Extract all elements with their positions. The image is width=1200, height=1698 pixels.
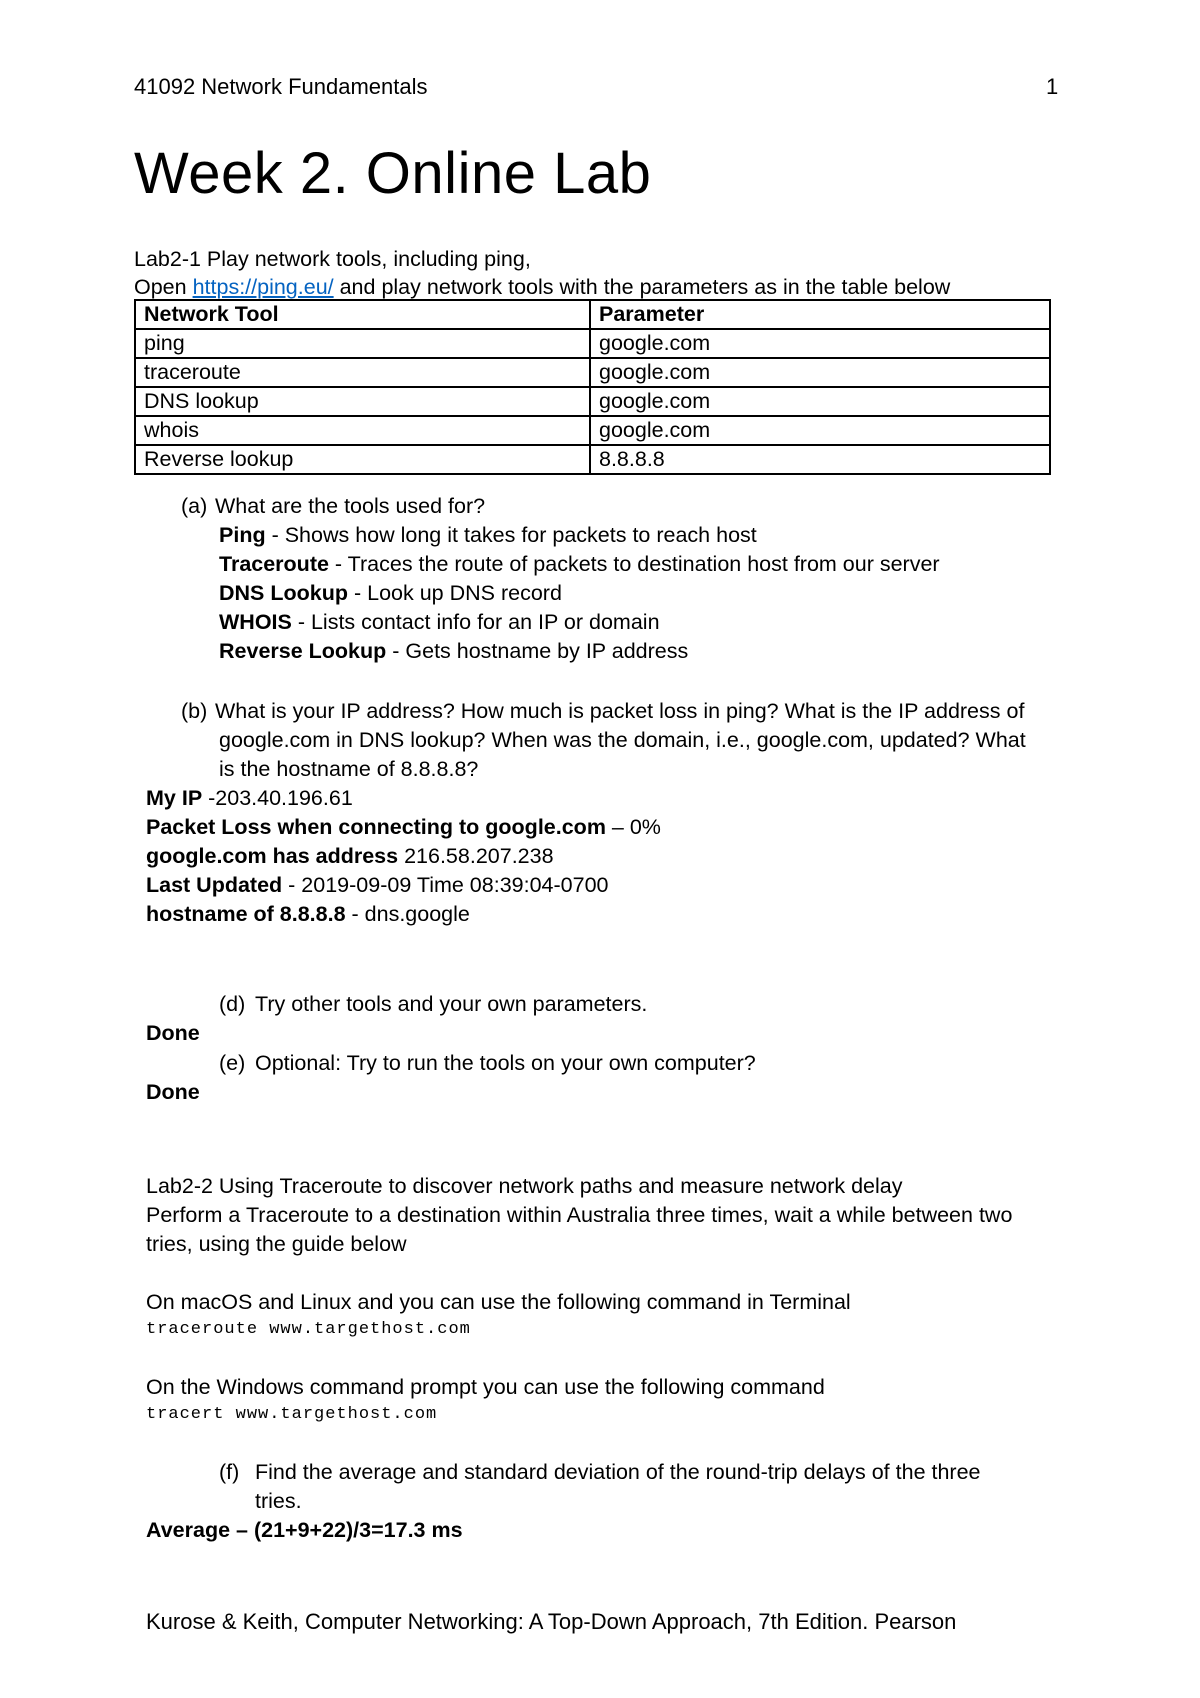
answer-line [219, 608, 660, 636]
answer-term: WHOIS [219, 610, 292, 634]
answer-term: Reverse Lookup [219, 639, 387, 663]
table-cell: DNS lookup [135, 387, 590, 416]
answer-line [146, 900, 470, 928]
answer-line [219, 579, 562, 607]
answer-term: Ping [219, 523, 266, 547]
question-a [181, 492, 485, 520]
answer-term: Traceroute [219, 552, 329, 576]
answer-desc: - Gets hostname by IP address [386, 639, 689, 663]
page-number: 1 [1046, 74, 1059, 99]
footer-citation: Kurose & Keith, Computer Networking: A Top-Down Approach, 7th Edition. Pearson [146, 1609, 957, 1634]
table-cell: 8.8.8.8 [590, 445, 1050, 474]
ping-eu-link[interactable]: https://ping.eu/ [192, 275, 334, 299]
answer-line [146, 842, 554, 870]
answer-desc: - Look up DNS record [348, 581, 562, 605]
answer-term: hostname of 8.8.8.8 [146, 902, 346, 926]
open-prefix: Open [134, 275, 193, 299]
answer-line [219, 521, 757, 549]
answer-line [219, 637, 688, 665]
table-cell: google.com [590, 329, 1050, 358]
windows-instruction: On the Windows command prompt you can use the following command [146, 1375, 825, 1399]
question-text: What are the tools used for? [215, 494, 486, 518]
answer-term: google.com has address [146, 844, 399, 868]
question-label: (d) [219, 992, 246, 1016]
question-f [219, 1458, 981, 1486]
question-label: (a) [181, 494, 208, 518]
table-cell: whois [135, 416, 590, 445]
answer-desc: - Traces the route of packets to destination host from our server [328, 552, 940, 576]
lab1-heading: Lab2-1 Play network tools, including ping, [134, 247, 531, 271]
answer-line [146, 871, 609, 899]
question-label: (b) [181, 699, 208, 723]
table-cell: google.com [590, 358, 1050, 387]
table-cell: Reverse lookup [135, 445, 590, 474]
table-cell: google.com [590, 387, 1050, 416]
table-cell: google.com [590, 416, 1050, 445]
question-d [219, 990, 647, 1018]
table-row [135, 416, 1050, 445]
question-text: google.com in DNS lookup? When was the domain, i.e., google.com, updated? What [219, 728, 1026, 752]
table-row [135, 329, 1050, 358]
question-text: is the hostname of 8.8.8.8? [219, 757, 479, 781]
question-b [181, 697, 1024, 725]
average-answer: Average – (21+9+22)/3=17.3 ms [146, 1518, 463, 1542]
table-header-cell: Network Tool [135, 300, 590, 329]
answer-desc: - 2019-09-09 Time 08:39:04-0700 [282, 873, 609, 897]
table-cell: traceroute [135, 358, 590, 387]
table-row [135, 445, 1050, 474]
answer-line [146, 813, 661, 841]
lab2-heading: Lab2-2 Using Traceroute to discover network paths and measure network delay [146, 1174, 903, 1198]
answer-line [146, 784, 353, 812]
answer-desc: – 0% [605, 815, 661, 839]
open-suffix: and play network tools with the parameters as in the table below [333, 275, 951, 299]
question-label: (f) [219, 1460, 240, 1484]
network-tools-table [134, 299, 1051, 475]
question-text: What is your IP address? How much is packet loss in ping? What is the IP address of [215, 699, 1025, 723]
question-label: (e) [219, 1051, 246, 1075]
question-text: Try other tools and your own parameters. [255, 992, 648, 1016]
answer-term: Last Updated [146, 873, 283, 897]
lab2-intro-line: tries, using the guide below [146, 1232, 407, 1256]
answer-desc: -203.40.196.61 [202, 786, 353, 810]
answer-desc: - Lists contact info for an IP or domain [291, 610, 660, 634]
lab2-intro-line: Perform a Traceroute to a destination within Australia three times, wait a while between two [146, 1203, 1013, 1227]
table-row [135, 358, 1050, 387]
table-header-cell: Parameter [590, 300, 1050, 329]
mac-instruction: On macOS and Linux and you can use the following command in Terminal [146, 1290, 851, 1314]
table-cell: ping [135, 329, 590, 358]
answer-desc: 216.58.207.238 [398, 844, 554, 868]
page-title: Week 2. Online Lab [134, 141, 652, 206]
question-text: Find the average and standard deviation of the round-trip delays of the three [255, 1460, 981, 1484]
answer-line [219, 550, 940, 578]
running-header: 41092 Network Fundamentals [134, 74, 428, 99]
answer-done-e: Done [146, 1080, 200, 1104]
question-text: Optional: Try to run the tools on your own computer? [255, 1051, 756, 1075]
answer-term: Packet Loss when connecting to google.com [146, 815, 606, 839]
answer-term: DNS Lookup [219, 581, 348, 605]
answer-desc: - dns.google [345, 902, 470, 926]
answer-desc: - Shows how long it takes for packets to reach host [265, 523, 757, 547]
answer-term: My IP [146, 786, 203, 810]
table-header-row [135, 300, 1050, 329]
question-text: tries. [255, 1489, 302, 1513]
lab1-open-line [134, 273, 950, 301]
table-row [135, 387, 1050, 416]
question-e [219, 1049, 756, 1077]
answer-done-d: Done [146, 1021, 200, 1045]
windows-command: tracert www.targethost.com [146, 1405, 438, 1424]
mac-command: traceroute www.targethost.com [146, 1320, 471, 1339]
